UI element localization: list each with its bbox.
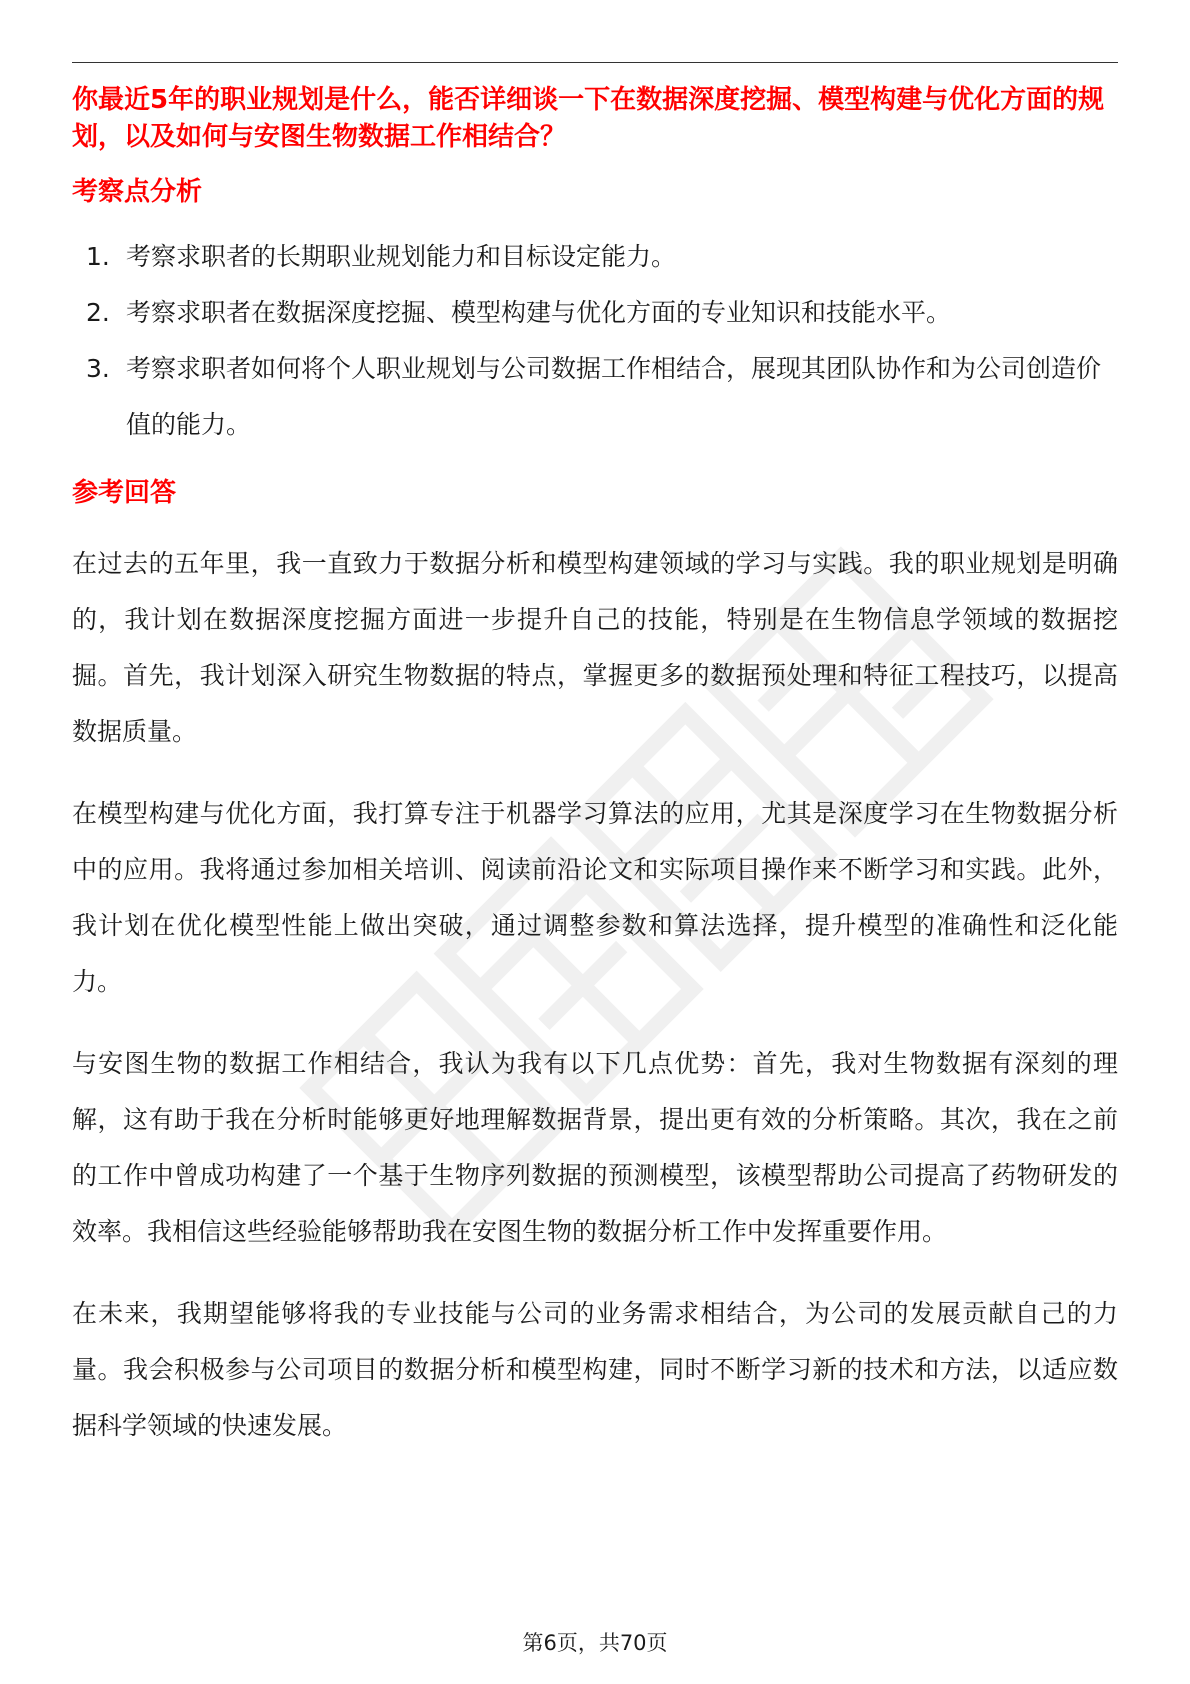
analysis-points-list (72, 229, 1118, 453)
list-item (72, 285, 1118, 341)
list-item (72, 341, 1118, 453)
answer-paragraph: 在未来，我期望能够将我的专业技能与公司的业务需求相结合，为公司的发展贡献自己的力量。我会积极参与公司项目的数据分析和模型构建，同时不断学习新的技术和方法，以适应数据科学领域的快速发展。 (72, 1299, 1118, 1440)
list-item-number: 3. (86, 354, 110, 383)
question-heading: 你最近5年的职业规划是什么，能否详细谈一下在数据深度挖掘、模型构建与优化方面的规划，以及如何与安图生物数据工作相结合？ (72, 85, 1105, 152)
answer-paragraph: 在过去的五年里，我一直致力于数据分析和模型构建领域的学习与实践。我的职业规划是明确的，我计划在数据深度挖掘方面进一步提升自己的技能，特别是在生物信息学领域的数据挖掘。首先，我计划深入研究生物数据的特点，掌握更多的数据预处理和特征工程技巧，以提高数据质量。 (72, 549, 1118, 746)
answer-paragraph: 在模型构建与优化方面，我打算专注于机器学习算法的应用，尤其是深度学习在生物数据分析中的应用。我将通过参加相关培训、阅读前沿论文和实际项目操作来不断学习和实践。此外，我计划在优化模型性能上做出突破，通过调整参数和算法选择，提升模型的准确性和泛化能力。 (72, 799, 1118, 996)
list-item (72, 229, 1118, 285)
analysis-heading: 考察点分析 (72, 177, 203, 207)
top-rule (72, 62, 1118, 63)
list-item-number: 2. (86, 298, 110, 327)
page-number-footer: 第6页，共70页 (522, 1631, 668, 1655)
answer-heading: 参考回答 (72, 478, 177, 508)
list-item-text: 考察求职者如何将个人职业规划与公司数据工作相结合，展现其团队协作和为公司创造价值的能力。 (126, 354, 1102, 439)
list-item-number: 1. (86, 242, 110, 271)
page-content (72, 82, 1118, 1454)
list-item-text: 考察求职者的长期职业规划能力和目标设定能力。 (126, 242, 677, 271)
list-item-text: 考察求职者在数据深度挖掘、模型构建与优化方面的专业知识和技能水平。 (126, 298, 952, 327)
answer-paragraph: 与安图生物的数据工作相结合，我认为我有以下几点优势：首先，我对生物数据有深刻的理解，这有助于我在分析时能够更好地理解数据背景，提出更有效的分析策略。其次，我在之前的工作中曾成功构建了一个基于生物序列数据的预测模型，该模型帮助公司提高了药物研发的效率。我相信这些经验能够帮助我在安图生物的数据分析工作中发挥重要作用。 (72, 1049, 1118, 1246)
